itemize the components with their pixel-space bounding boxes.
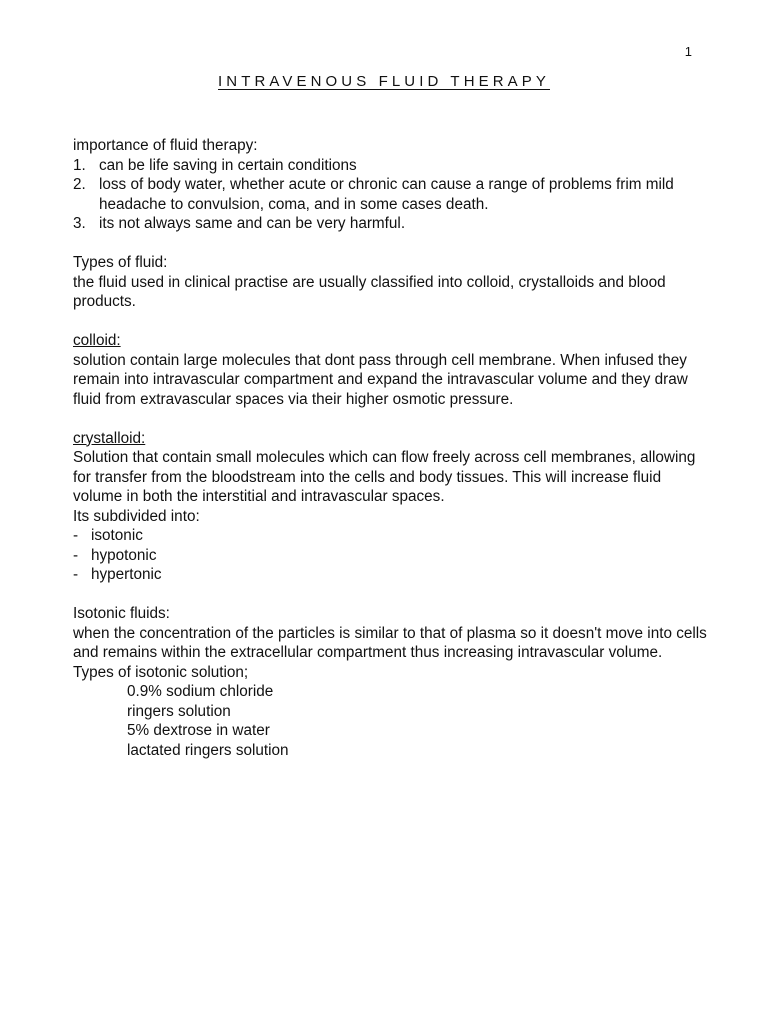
isotonic-text: when the concentration of the particles is similar to that of plasma so it doesn't move into cells and remains within the extracellular compartment thus increasing intravascular volume. [73, 624, 707, 661]
isotonic-heading: Isotonic fluids: [73, 605, 170, 622]
crystalloid-heading: crystalloid: [73, 429, 146, 447]
list-item [73, 156, 713, 176]
list-item-text: loss of body water, whether acute or chronic can cause a range of problems frim mild headache to convulsion, coma, and in some cases death. [99, 176, 674, 213]
importance-section [73, 136, 713, 234]
types-section [73, 253, 713, 312]
types-heading: Types of fluid: [73, 254, 168, 271]
list-item [73, 565, 713, 585]
colloid-heading: colloid: [73, 332, 121, 349]
list-item: 5% dextrose in water [127, 722, 270, 739]
colloid-text: solution contain large molecules that dont pass through cell membrane. When infused they remain into intravascular compartment and expand the intravascular volume and they draw fluid from extravascular spaces via their higher osmotic pressure. [73, 351, 688, 408]
dash-bullet: - [73, 546, 79, 564]
isotonic-types-heading: Types of isotonic solution; [73, 663, 249, 681]
list-item-text: isotonic [91, 527, 143, 544]
list-item: lactated ringers solution [127, 741, 289, 759]
crystalloid-subtypes-list [73, 526, 713, 585]
list-item [73, 214, 713, 234]
list-item-text: its not always same and can be very harmful. [99, 215, 406, 232]
list-item-number: 3. [73, 215, 86, 232]
importance-list [73, 156, 713, 234]
document-title-text: INTRAVENOUS FLUID THERAPY [218, 73, 550, 90]
list-item [73, 526, 713, 546]
list-item [73, 546, 713, 566]
crystalloid-subdivided-heading: Its subdivided into: [73, 507, 200, 525]
list-item-text: can be life saving in certain conditions [99, 156, 357, 174]
list-item: 0.9% sodium chloride [127, 683, 274, 700]
document-body [73, 136, 713, 760]
list-item: ringers solution [127, 702, 231, 720]
isotonic-section [73, 604, 713, 760]
document-title [0, 73, 768, 90]
dash-bullet: - [73, 527, 79, 544]
list-item-text: hypertonic [91, 566, 162, 583]
list-item-text: hypotonic [91, 546, 157, 564]
types-text: the fluid used in clinical practise are usually classified into colloid, crystalloids and blood products. [73, 273, 666, 310]
crystalloid-text: Solution that contain small molecules which can flow freely across cell membranes, allowing for transfer from the bloodstream into the cells and body tissues. This will increase fluid volume in both the interstitial and intravascular spaces. [73, 449, 696, 505]
list-item [73, 175, 713, 214]
importance-heading: importance of fluid therapy: [73, 137, 258, 154]
dash-bullet: - [73, 566, 79, 583]
crystalloid-section [73, 429, 713, 585]
list-item-number: 1. [73, 156, 86, 174]
colloid-section [73, 331, 713, 409]
page-number: 1 [684, 44, 692, 59]
isotonic-solutions-list [73, 682, 713, 760]
list-item-number: 2. [73, 176, 86, 193]
